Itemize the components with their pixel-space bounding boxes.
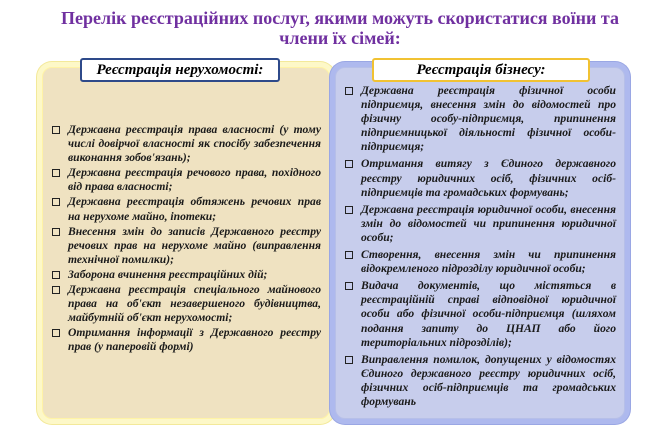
checkbox-bullet-icon [345, 160, 353, 168]
list-item: Отримання інформації з Державного реєстру прав (у паперовій формі) [51, 326, 321, 354]
checkbox-bullet-icon [52, 286, 60, 294]
list-item: Видача документів, що містяться в реєстраційній справі відповідної юридичної особи або фізичної особи-підприємця (шляхом подання запиту до ЦНАП або його територіальних підрозділів); [344, 279, 616, 349]
checkbox-bullet-icon [52, 198, 60, 206]
checkbox-bullet-icon [52, 329, 60, 337]
page-title: Перелік реєстраційних послуг, якими можуть скористатися воїни та члени їх сімей: [61, 8, 619, 48]
list-item: Державна реєстрація права власності (у тому числі довірчої власності як спосібу забезпечення виконання зобов'язань); [51, 123, 321, 165]
checkbox-bullet-icon [52, 271, 60, 279]
real-estate-services-list [51, 123, 321, 356]
checkbox-bullet-icon [52, 169, 60, 177]
real-estate-heading: Реєстрація нерухомості: [80, 58, 280, 82]
list-item: Державна реєстрація фізичної особи підприємця, внесення змін до відомостей про фізичну особу-підприємця, припинення підприємницької діяльності фізичної особи-підприємця; [344, 84, 616, 154]
checkbox-bullet-icon [52, 228, 60, 236]
list-item: Отримання витягу з Єдиного державного реєстру юридичних осіб, фізичних осіб-підприємців та громадських формувань; [344, 157, 616, 199]
list-item: Державна реєстрація речового права, похідного від права власності; [51, 166, 321, 194]
business-panel [335, 67, 625, 419]
checkbox-bullet-icon [345, 356, 353, 364]
checkbox-bullet-icon [52, 126, 60, 134]
checkbox-bullet-icon [345, 251, 353, 259]
business-services-list [344, 84, 616, 412]
checkbox-bullet-icon [345, 206, 353, 214]
real-estate-panel [42, 67, 330, 419]
list-item: Державна реєстрація обтяжень речових прав на нерухоме майно, іпотеки; [51, 195, 321, 223]
list-item: Державна реєстрація спеціального майнового права на об'єкт незавершеного будівництва, майбутній об'єкт нерухомості; [51, 283, 321, 325]
list-item: Державна реєстрація юридичної особи, внесення змін до відомостей чи припинення юридичної особи; [344, 203, 616, 245]
list-item: Заборона вчинення реєстраційних дій; [51, 268, 321, 282]
business-heading: Реєстрація бізнесу: [372, 58, 590, 82]
list-item: Внесення змін до записів Державного реєстру речових прав на нерухоме майно (виправлення технічної помилки); [51, 225, 321, 267]
checkbox-bullet-icon [345, 282, 353, 290]
list-item: Створення, внесення змін чи припинення відокремленого підрозділу юридичної особи; [344, 248, 616, 276]
list-item: Виправлення помилок, допущених у відомостях Єдиного державного реєстру юридичних осіб, фізичних осіб-підприємців та громадських формувань [344, 353, 616, 409]
checkbox-bullet-icon [345, 87, 353, 95]
